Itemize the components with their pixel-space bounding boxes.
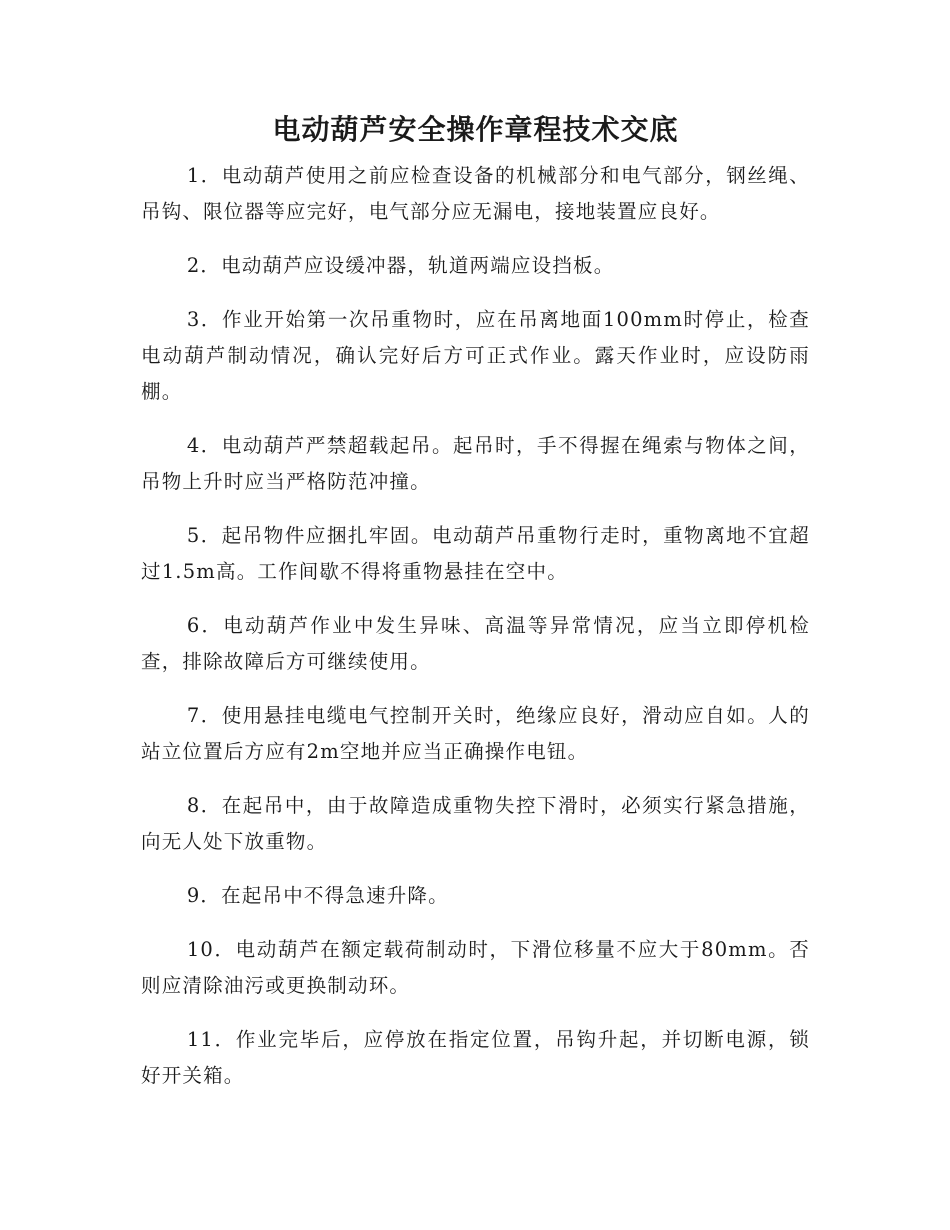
paragraph-6: 6．电动葫芦作业中发生异味、高温等异常情况，应当立即停机检查，排除故障后方可继续使用。 [141, 614, 810, 673]
paragraph-5: 5．起吊物件应捆扎牢固。电动葫芦吊重物行走时，重物离地不宜超过1.5m高。工作间歇不得将重物悬挂在空中。 [141, 524, 810, 583]
paragraph-1: 1．电动葫芦使用之前应检查设备的机械部分和电气部分，钢丝绳、吊钩、限位器等应完好，电气部分应无漏电，接地装置应良好。 [141, 164, 810, 223]
paragraph-7: 7．使用悬挂电缆电气控制开关时，绝缘应良好，滑动应自如。人的站立位置后方应有2m空地并应当正确操作电钮。 [141, 704, 810, 763]
paragraph-11: 11．作业完毕后，应停放在指定位置，吊钩升起，并切断电源，锁好开关箱。 [141, 1028, 810, 1087]
document-title: 电动葫芦安全操作章程技术交底 [272, 113, 679, 146]
paragraph-10: 10．电动葫芦在额定载荷制动时，下滑位移量不应大于80mm。否则应清除油污或更换制动环。 [141, 938, 810, 997]
paragraph-9: 9．在起吊中不得急速升降。 [186, 884, 449, 907]
paragraph-2: 2．电动葫芦应设缓冲器，轨道两端应设挡板。 [186, 254, 615, 277]
paragraph-4: 4．电动葫芦严禁超载起吊。起吊时，手不得握在绳索与物体之间，吊物上升时应当严格防范冲撞。 [141, 434, 810, 493]
paragraph-3: 3．作业开始第一次吊重物时，应在吊离地面100mm时停止，检查电动葫芦制动情况，确认完好后方可正式作业。露天作业时，应设防雨棚。 [141, 308, 810, 403]
paragraph-8: 8．在起吊中，由于故障造成重物失控下滑时，必须实行紧急措施，向无人处下放重物。 [141, 794, 810, 853]
